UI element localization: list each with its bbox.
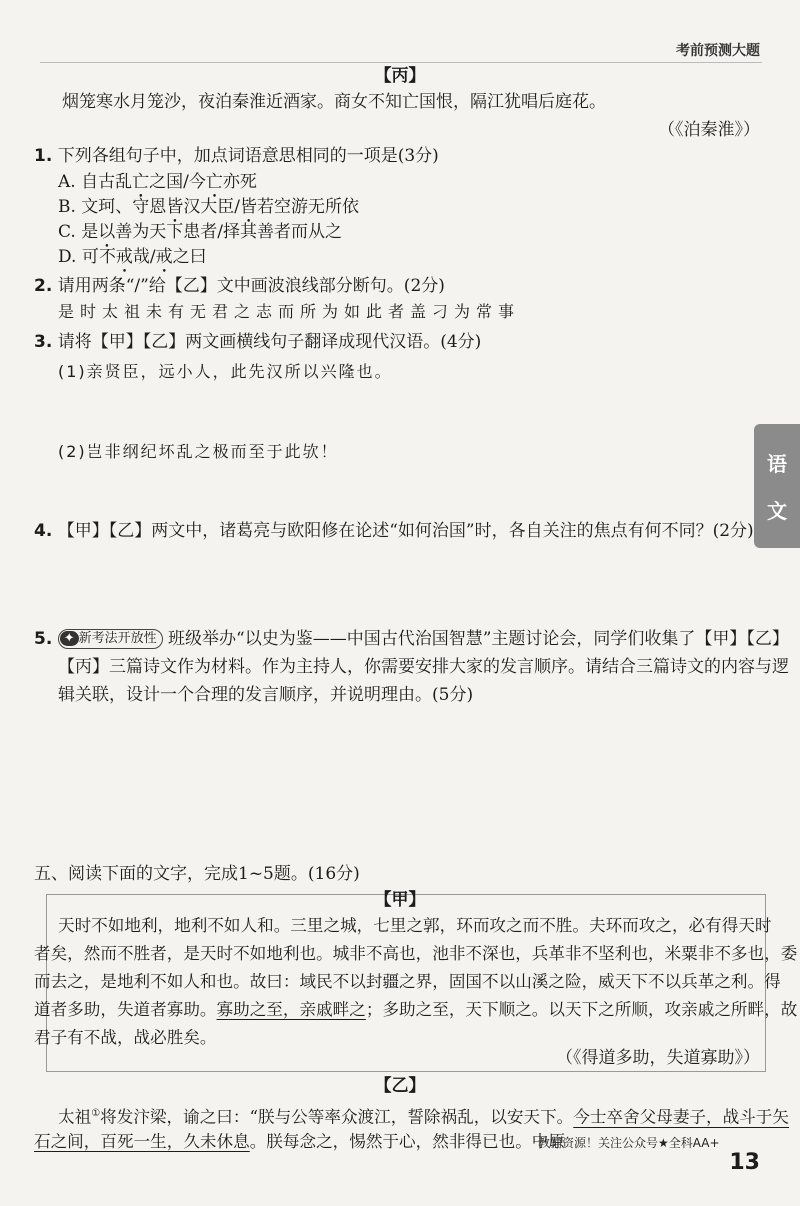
jia-heading: 【甲】 — [374, 890, 426, 910]
option-text: 哉/ — [132, 247, 156, 267]
subject-side-tab[interactable] — [754, 424, 800, 548]
dotted-word: 戒 — [155, 247, 173, 267]
q2-stem — [34, 274, 445, 298]
footnote-marker: ① — [91, 1108, 101, 1119]
jia-underlined: 寡助之至，亲戚畔之 — [216, 1000, 366, 1019]
yi-text: 。朕每念之，惕然于心，然非得已也。中原 — [249, 1132, 565, 1151]
yi-line-2 — [34, 1130, 565, 1154]
tag-text-open: 开放性 — [117, 631, 157, 646]
yi-underlined: 石之间，百死一生，久未休息 — [34, 1132, 250, 1151]
q2-stem-text: 请用两条“/”给【乙】文中画波浪线部分断句。(2分) — [57, 276, 445, 296]
bing-heading: 【丙】 — [374, 66, 426, 86]
q2-number: 2. — [34, 276, 53, 296]
dotted-word: 亡 — [205, 172, 223, 192]
dotted-word: 以 — [98, 222, 116, 242]
jia-line-1: 天时不如地利，地利不如人和。三里之城，七里之郭，环而攻之而不胜。夫环而攻之，必有得天时 — [58, 916, 772, 935]
option-text: 之曰 — [172, 247, 207, 267]
yi-line-1 — [58, 1102, 789, 1130]
q5-line-1 — [34, 627, 789, 651]
q3-sentence-1: (1)亲贤臣，远小人，此先汉所以兴隆也。 — [58, 362, 393, 381]
side-tab-char-2: 文 — [767, 499, 787, 523]
yi-heading: 【乙】 — [374, 1076, 426, 1096]
jia-text: 道者多助，失道者寡助。 — [34, 1000, 217, 1019]
dotted-word: 皆 — [240, 197, 258, 217]
q3-sentence-2: (2)岂非纲纪坏乱之极而至于此欤！ — [58, 442, 339, 461]
option-text: 若空游无所依 — [257, 197, 360, 217]
dotted-word: 亡 — [132, 172, 150, 192]
q4-stem — [34, 519, 754, 543]
option-text: 亦死 — [222, 172, 257, 192]
header-title: 考前预测大题 — [676, 43, 760, 59]
jia-line-3: 而去之，是地利不如人和也。故曰：域民不以封疆之界，固国不以山溪之险，威天下不以兵革之利。得 — [34, 972, 781, 991]
q3-number: 3. — [34, 332, 53, 352]
dotted-word: 皆 — [166, 197, 184, 217]
q2-sentence: 是时太祖未有无君之志而所为如此者盖刁为常事 — [58, 302, 521, 321]
side-tab-char-1: 语 — [767, 452, 787, 476]
bing-poem: 烟笼寒水月笼沙，夜泊秦淮近酒家。商女不知亡国恨，隔江犹唱后庭花。 — [62, 92, 606, 112]
option-text: 善为天下患者/择其善者而从之 — [115, 222, 342, 242]
jia-source: （《得道多助，失道寡助》） — [556, 1048, 760, 1068]
option-text: D. 可不 — [58, 247, 116, 267]
new-method-tag — [58, 629, 163, 649]
option-text: B. 文珂、守恩 — [58, 197, 167, 217]
header-divider — [40, 62, 762, 63]
tag-text-new: 新考法 — [78, 631, 118, 646]
q5-line-2: 【丙】三篇诗文作为材料。作为主持人，你需要安排大家的发言顺序。请结合三篇诗文的内容与逻 — [58, 657, 789, 677]
q1-stem — [34, 144, 439, 168]
q3-stem — [34, 330, 481, 354]
q5-text-1: 班级举办“以史为鉴——中国古代治国智慧”主题讨论会，同学们收集了【甲】【乙】 — [168, 629, 789, 649]
watermark-text: 教辅资源！关注公众号★全科AA+ — [538, 1136, 720, 1150]
option-text: C. 是 — [58, 222, 99, 242]
q1-option-d[interactable] — [58, 245, 207, 277]
q4-stem-text: 【甲】【乙】两文中，诸葛亮与欧阳修在论述“如何治国”时，各自关注的焦点有何不同？(2分) — [57, 521, 754, 541]
jia-line-4 — [34, 998, 797, 1022]
q3-stem-text: 请将【甲】【乙】两文画横线句子翻译成现代汉语。(4分) — [57, 332, 482, 352]
option-text: 汉大臣/ — [183, 197, 241, 217]
jia-line-5: 君子有不战，战必胜矣。 — [34, 1028, 217, 1047]
page-number: 13 — [729, 1150, 760, 1175]
jia-line-2: 者矣，然而不胜者，是天时不如地利也。城非不高也，池非不深也，兵革非不坚利也，米粟非不多也，委 — [34, 944, 798, 963]
option-text: A. 自古乱 — [58, 172, 133, 192]
jia-text: ；多助之至，天下顺之。以天下之所顺，攻亲戚之所畔，故 — [365, 1000, 798, 1019]
yi-text: 太祖 — [58, 1107, 92, 1127]
bing-source: （《泊秦淮》） — [658, 120, 760, 140]
q1-number: 1. — [34, 146, 53, 166]
q5-number: 5. — [34, 629, 53, 649]
lightbulb-icon: ✦ — [60, 631, 79, 646]
section-5-title: 五、阅读下面的文字，完成1~5题。(16分) — [34, 864, 360, 884]
q4-number: 4. — [34, 521, 53, 541]
option-text: 之国/今 — [149, 172, 206, 192]
q1-stem-text: 下列各组句子中，加点词语意思相同的一项是(3分) — [57, 146, 439, 166]
yi-text: 将发汴梁，谕之曰：“朕与公等率众渡江，誓除祸乱，以安天下。 — [100, 1107, 574, 1127]
q5-line-3: 辑关联，设计一个合理的发言顺序，并说明理由。(5分) — [58, 685, 474, 705]
yi-underlined: 今士卒舍父母妻子，战斗于矢 — [573, 1107, 789, 1127]
dotted-word: 戒 — [115, 247, 133, 267]
